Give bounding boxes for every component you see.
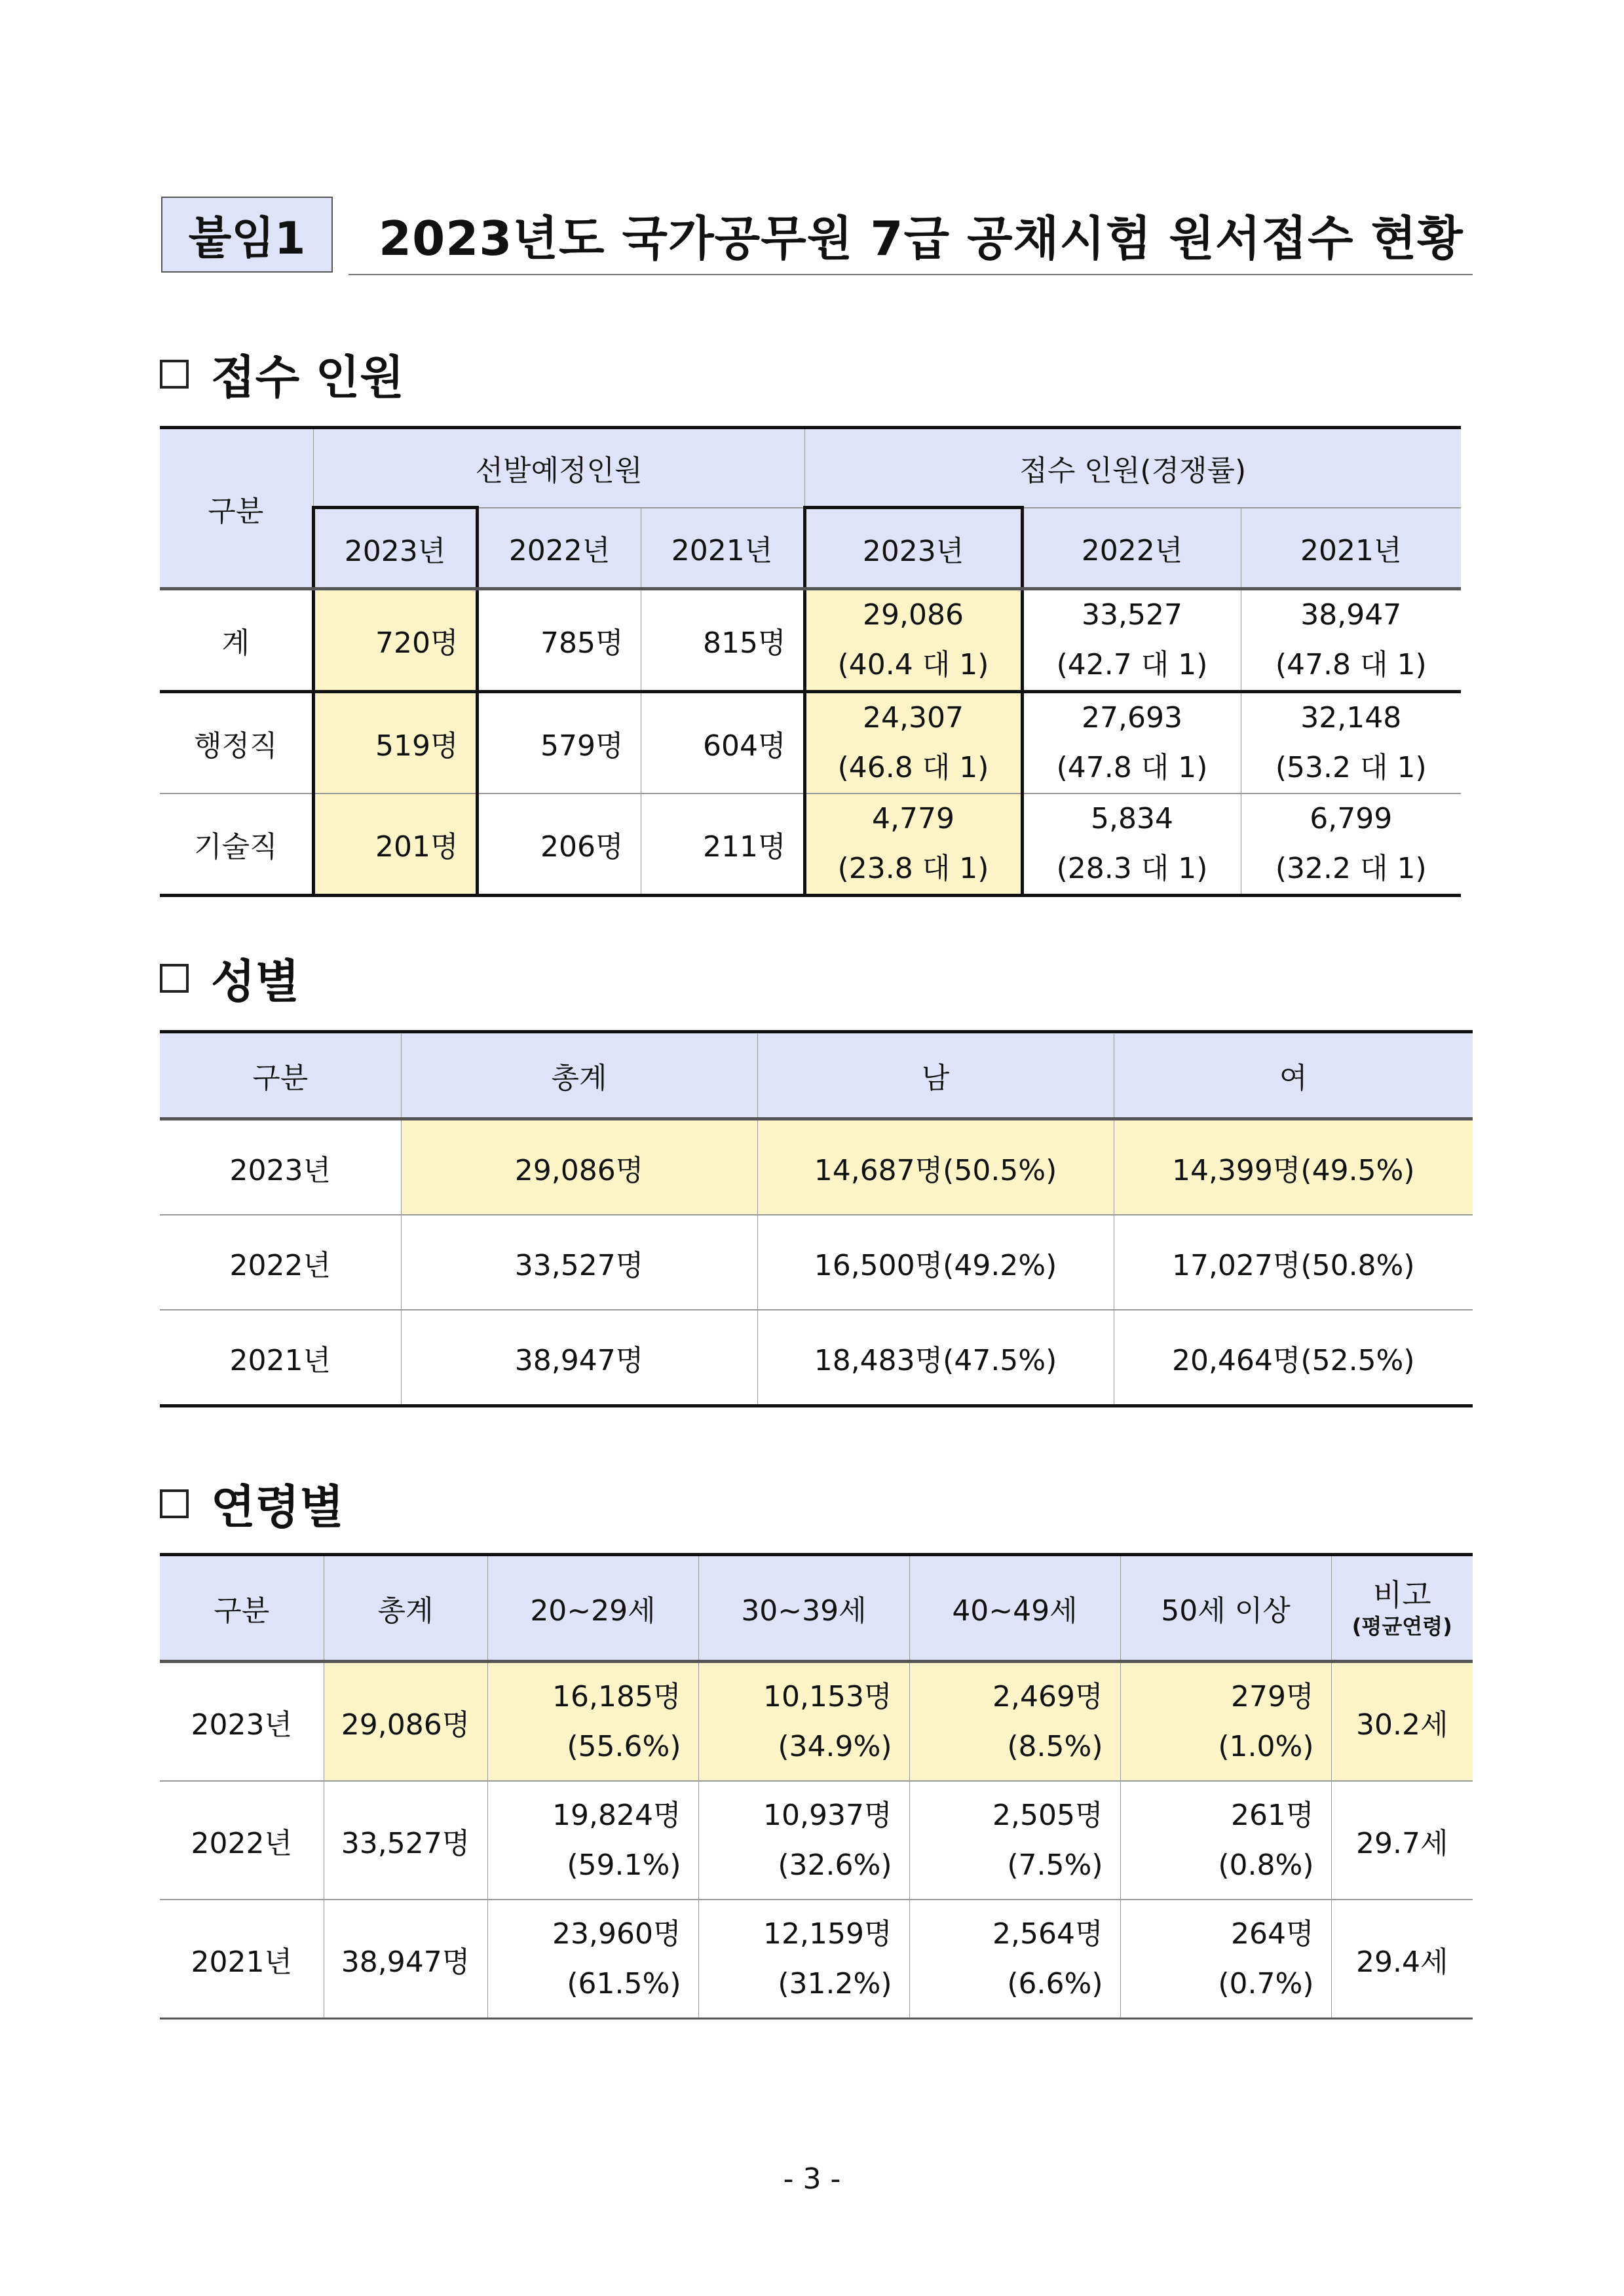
applied-ratio: (47.8 대 1) — [1056, 751, 1208, 784]
applied-ratio: (53.2 대 1) — [1275, 751, 1427, 784]
age-group-cell — [487, 1900, 698, 2019]
table-row — [160, 589, 1461, 692]
age-group-cell — [1120, 1900, 1331, 2019]
header-female: 여 — [1114, 1032, 1473, 1119]
group-pct: (61.5%) — [567, 1966, 681, 2000]
applied-count: 27,693 — [1082, 701, 1182, 735]
header-category: 구분 — [160, 1555, 324, 1662]
total-cell: 33,527명 — [324, 1781, 487, 1900]
female-cell: 14,399명(49.5%) — [1114, 1119, 1473, 1215]
year-cell: 2022년 — [160, 1781, 324, 1900]
section-age — [160, 1470, 344, 1537]
header-planned-2023: 2023년 — [313, 508, 477, 589]
section-gender-title: 성별 — [211, 955, 300, 1008]
group-count: 19,824명 — [552, 1798, 681, 1832]
header-note-title: 비고 — [1372, 1577, 1431, 1613]
header-planned-2021: 2021년 — [641, 508, 804, 589]
group-count: 16,185명 — [552, 1679, 681, 1713]
group-pct: (59.1%) — [567, 1848, 681, 1882]
planned-cell: 206명 — [477, 794, 641, 896]
planned-cell: 604명 — [641, 692, 804, 794]
applied-cell — [1022, 794, 1241, 896]
applied-count: 6,799 — [1310, 802, 1393, 835]
row-label: 기술직 — [160, 794, 313, 896]
applied-ratio: (47.8 대 1) — [1275, 648, 1427, 681]
header-planned: 선발예정인원 — [313, 428, 804, 508]
group-pct: (31.2%) — [778, 1966, 892, 2000]
total-cell: 38,947명 — [324, 1900, 487, 2019]
age-group-cell — [487, 1781, 698, 1900]
header-applied-2023: 2023년 — [804, 508, 1022, 589]
group-count: 23,960명 — [552, 1917, 681, 1951]
total-cell: 33,527명 — [401, 1215, 757, 1310]
age-table — [160, 1553, 1473, 2019]
table-row — [160, 1900, 1473, 2019]
title-underline — [349, 274, 1473, 275]
total-cell: 38,947명 — [401, 1310, 757, 1406]
applied-cell — [1241, 692, 1461, 794]
age-group-cell — [909, 1781, 1120, 1900]
group-count: 2,564명 — [992, 1917, 1103, 1951]
row-label: 행정직 — [160, 692, 313, 794]
section-age-title: 연령별 — [211, 1480, 344, 1534]
table-row — [160, 1662, 1473, 1782]
group-count: 10,153명 — [763, 1679, 892, 1713]
group-pct: (1.0%) — [1218, 1729, 1314, 1763]
applied-cell — [1022, 692, 1241, 794]
table-row — [160, 1781, 1473, 1900]
planned-cell: 720명 — [313, 589, 477, 692]
male-cell: 14,687명(50.5%) — [757, 1119, 1114, 1215]
table-row — [160, 1119, 1473, 1215]
table-row — [160, 1215, 1473, 1310]
total-cell: 29,086명 — [401, 1119, 757, 1215]
applied-cell — [1241, 589, 1461, 692]
applied-ratio: (46.8 대 1) — [837, 751, 989, 784]
year-cell: 2022년 — [160, 1215, 401, 1310]
group-pct: (0.7%) — [1218, 1966, 1314, 2000]
checkbox-square-icon — [160, 360, 189, 389]
applied-ratio: (28.3 대 1) — [1056, 852, 1208, 885]
header-age-50plus: 50세 이상 — [1120, 1555, 1331, 1662]
applied-cell — [804, 794, 1022, 896]
applied-ratio: (42.7 대 1) — [1056, 648, 1208, 681]
header-total: 총계 — [401, 1032, 757, 1119]
year-cell: 2021년 — [160, 1900, 324, 2019]
applied-cell — [804, 589, 1022, 692]
planned-cell: 201명 — [313, 794, 477, 896]
header-age-20s: 20∼29세 — [487, 1555, 698, 1662]
group-pct: (7.5%) — [1007, 1848, 1103, 1882]
checkbox-square-icon — [160, 1489, 189, 1518]
age-group-cell — [698, 1900, 909, 2019]
header-age-40s: 40∼49세 — [909, 1555, 1120, 1662]
applied-ratio: (32.2 대 1) — [1275, 852, 1427, 885]
table-row — [160, 1310, 1473, 1406]
group-count: 279명 — [1231, 1679, 1314, 1713]
checkbox-square-icon — [160, 964, 189, 993]
header-applied: 접수 인원(경쟁률) — [804, 428, 1461, 508]
planned-cell: 815명 — [641, 589, 804, 692]
age-group-cell — [909, 1900, 1120, 2019]
gender-table — [160, 1030, 1473, 1407]
female-cell: 17,027명(50.8%) — [1114, 1215, 1473, 1310]
page-number: - 3 - — [783, 2162, 841, 2196]
group-pct: (8.5%) — [1007, 1729, 1103, 1763]
table-row — [160, 692, 1461, 794]
group-count: 261명 — [1231, 1798, 1314, 1832]
header-applied-2021: 2021년 — [1241, 508, 1461, 589]
section-gender — [160, 945, 299, 1011]
year-cell: 2023년 — [160, 1662, 324, 1782]
applied-count: 24,307 — [863, 701, 964, 735]
avg-age-cell: 30.2세 — [1331, 1662, 1473, 1782]
age-group-cell — [1120, 1781, 1331, 1900]
year-cell: 2023년 — [160, 1119, 401, 1215]
applied-count: 38,947 — [1300, 598, 1402, 632]
header-age-30s: 30∼39세 — [698, 1555, 909, 1662]
applied-cell — [1241, 794, 1461, 896]
group-count: 10,937명 — [763, 1798, 892, 1832]
avg-age-cell: 29.4세 — [1331, 1900, 1473, 2019]
section-applicants — [160, 341, 404, 407]
applied-count: 33,527 — [1082, 598, 1182, 632]
applied-cell — [804, 692, 1022, 794]
document-title: 2023년도 국가공무원 7급 공채시험 원서접수 현황 — [379, 211, 1463, 266]
year-cell: 2021년 — [160, 1310, 401, 1406]
age-group-cell — [487, 1662, 698, 1782]
age-group-cell — [698, 1781, 909, 1900]
header-planned-2022: 2022년 — [477, 508, 641, 589]
applicants-table — [160, 426, 1461, 897]
group-pct: (6.6%) — [1007, 1966, 1103, 2000]
planned-cell: 579명 — [477, 692, 641, 794]
male-cell: 18,483명(47.5%) — [757, 1310, 1114, 1406]
planned-cell: 785명 — [477, 589, 641, 692]
applied-count: 5,834 — [1091, 802, 1173, 835]
header-applied-2022: 2022년 — [1022, 508, 1241, 589]
applied-count: 29,086 — [863, 598, 964, 632]
header-note — [1331, 1555, 1473, 1662]
total-cell: 29,086명 — [324, 1662, 487, 1782]
table-row — [160, 794, 1461, 896]
group-pct: (55.6%) — [567, 1729, 681, 1763]
male-cell: 16,500명(49.2%) — [757, 1215, 1114, 1310]
applied-count: 4,779 — [872, 802, 954, 835]
header-note-sub: (평균연령) — [1351, 1614, 1452, 1639]
applied-ratio: (23.8 대 1) — [837, 852, 989, 885]
group-pct: (32.6%) — [778, 1848, 892, 1882]
avg-age-cell: 29.7세 — [1331, 1781, 1473, 1900]
applied-ratio: (40.4 대 1) — [837, 648, 989, 681]
header-total: 총계 — [324, 1555, 487, 1662]
applied-cell — [1022, 589, 1241, 692]
group-count: 12,159명 — [763, 1917, 892, 1951]
age-group-cell — [1120, 1662, 1331, 1782]
header-category: 구분 — [160, 428, 313, 589]
female-cell: 20,464명(52.5%) — [1114, 1310, 1473, 1406]
group-pct: (34.9%) — [778, 1729, 892, 1763]
age-group-cell — [909, 1662, 1120, 1782]
group-count: 2,505명 — [992, 1798, 1103, 1832]
planned-cell: 519명 — [313, 692, 477, 794]
section-applicants-title: 접수 인원 — [211, 351, 404, 404]
attachment-badge: 붙임1 — [161, 197, 333, 273]
applied-count: 32,148 — [1300, 701, 1402, 735]
header-male: 남 — [757, 1032, 1114, 1119]
planned-cell: 211명 — [641, 794, 804, 896]
age-group-cell — [698, 1662, 909, 1782]
group-count: 264명 — [1231, 1917, 1314, 1951]
group-pct: (0.8%) — [1218, 1848, 1314, 1882]
row-label: 계 — [160, 589, 313, 692]
header-category: 구분 — [160, 1032, 401, 1119]
group-count: 2,469명 — [992, 1679, 1103, 1713]
